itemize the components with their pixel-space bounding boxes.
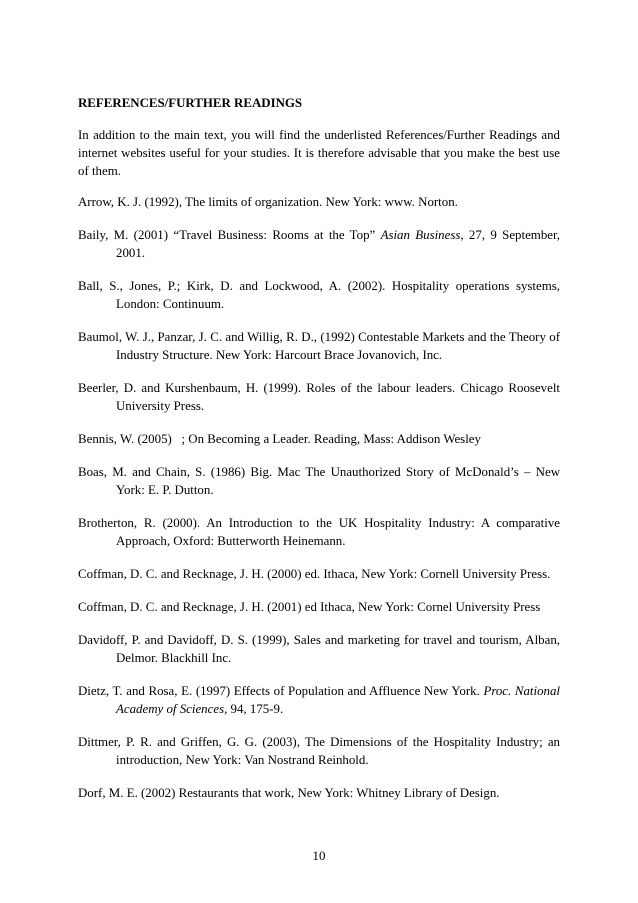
reference-entry	[78, 733, 560, 769]
reference-text-tail: 94, 175-9.	[227, 702, 284, 716]
reference-entry	[78, 565, 560, 583]
reference-entry	[78, 430, 560, 448]
reference-text: Dittmer, P. R. and Griffen, G. G. (2003), The Dimensions of the Hospitality Industry; an introduction, New York: Van Nostrand Reinhold.	[78, 735, 560, 767]
reference-text: Arrow, K. J. (1992), The limits of organization. New York: www. Norton.	[78, 195, 458, 209]
reference-text: Bennis, W. (2005) ; On Becoming a Leader. Reading, Mass: Addison Wesley	[78, 432, 481, 446]
reference-entry	[78, 682, 560, 718]
reference-italic-title: Asian Business,	[380, 228, 464, 242]
reference-entry	[78, 784, 560, 802]
reference-text: Ball, S., Jones, P.; Kirk, D. and Lockwood, A. (2002). Hospitality operations systems, London: Continuum.	[78, 279, 560, 311]
reference-entry	[78, 277, 560, 313]
reference-text: Coffman, D. C. and Recknage, J. H. (2000) ed. Ithaca, New York: Cornell University Press.	[78, 567, 551, 581]
reference-text: Baily, M. (2001) “Travel Business: Rooms at the Top”	[78, 228, 381, 242]
reference-text: Beerler, D. and Kurshenbaum, H. (1999). Roles of the labour leaders. Chicago Roosevelt University Press.	[78, 381, 560, 413]
reference-entry	[78, 598, 560, 616]
reference-text: Davidoff, P. and Davidoff, D. S. (1999), Sales and marketing for travel and tourism, Alban, Delmor. Blackhill Inc.	[78, 633, 560, 665]
section-heading: REFERENCES/FURTHER READINGS	[78, 96, 303, 110]
reference-text: Boas, M. and Chain, S. (1986) Big. Mac The Unauthorized Story of McDonald’s – New York: E. P. Dutton.	[78, 465, 560, 497]
reference-entry	[78, 463, 560, 499]
reference-entry	[78, 193, 560, 211]
reference-text: Dorf, M. E. (2002) Restaurants that work, New York: Whitney Library of Design.	[78, 786, 500, 800]
reference-entry	[78, 631, 560, 667]
reference-text: Brotherton, R. (2000). An Introduction to the UK Hospitality Industry: A comparative Approach, Oxford: Butterworth Heinemann.	[78, 516, 560, 548]
reference-text-tail: 27, 9 September, 2001.	[116, 228, 560, 260]
page-number: 10	[312, 849, 326, 863]
reference-entry	[78, 514, 560, 550]
reference-entry	[78, 226, 560, 262]
reference-entry	[78, 328, 560, 364]
document-page	[78, 94, 560, 817]
intro-paragraph: In addition to the main text, you will find the underlisted References/Further Readings and internet websites useful for your studies. It is therefore advisable that you make the best use of them.	[78, 128, 560, 178]
reference-italic-title: Proc. National Academy of Sciences,	[116, 684, 560, 716]
reference-text: Baumol, W. J., Panzar, J. C. and Willig, R. D., (1992) Contestable Markets and the Theory of Industry Structure. New York: Harcourt Brace Jovanovich, Inc.	[78, 330, 560, 362]
reference-text: Dietz, T. and Rosa, E. (1997) Effects of Population and Affluence New York.	[78, 684, 484, 698]
reference-entry	[78, 379, 560, 415]
reference-text: Coffman, D. C. and Recknage, J. H. (2001) ed Ithaca, New York: Cornel University Press	[78, 600, 541, 614]
